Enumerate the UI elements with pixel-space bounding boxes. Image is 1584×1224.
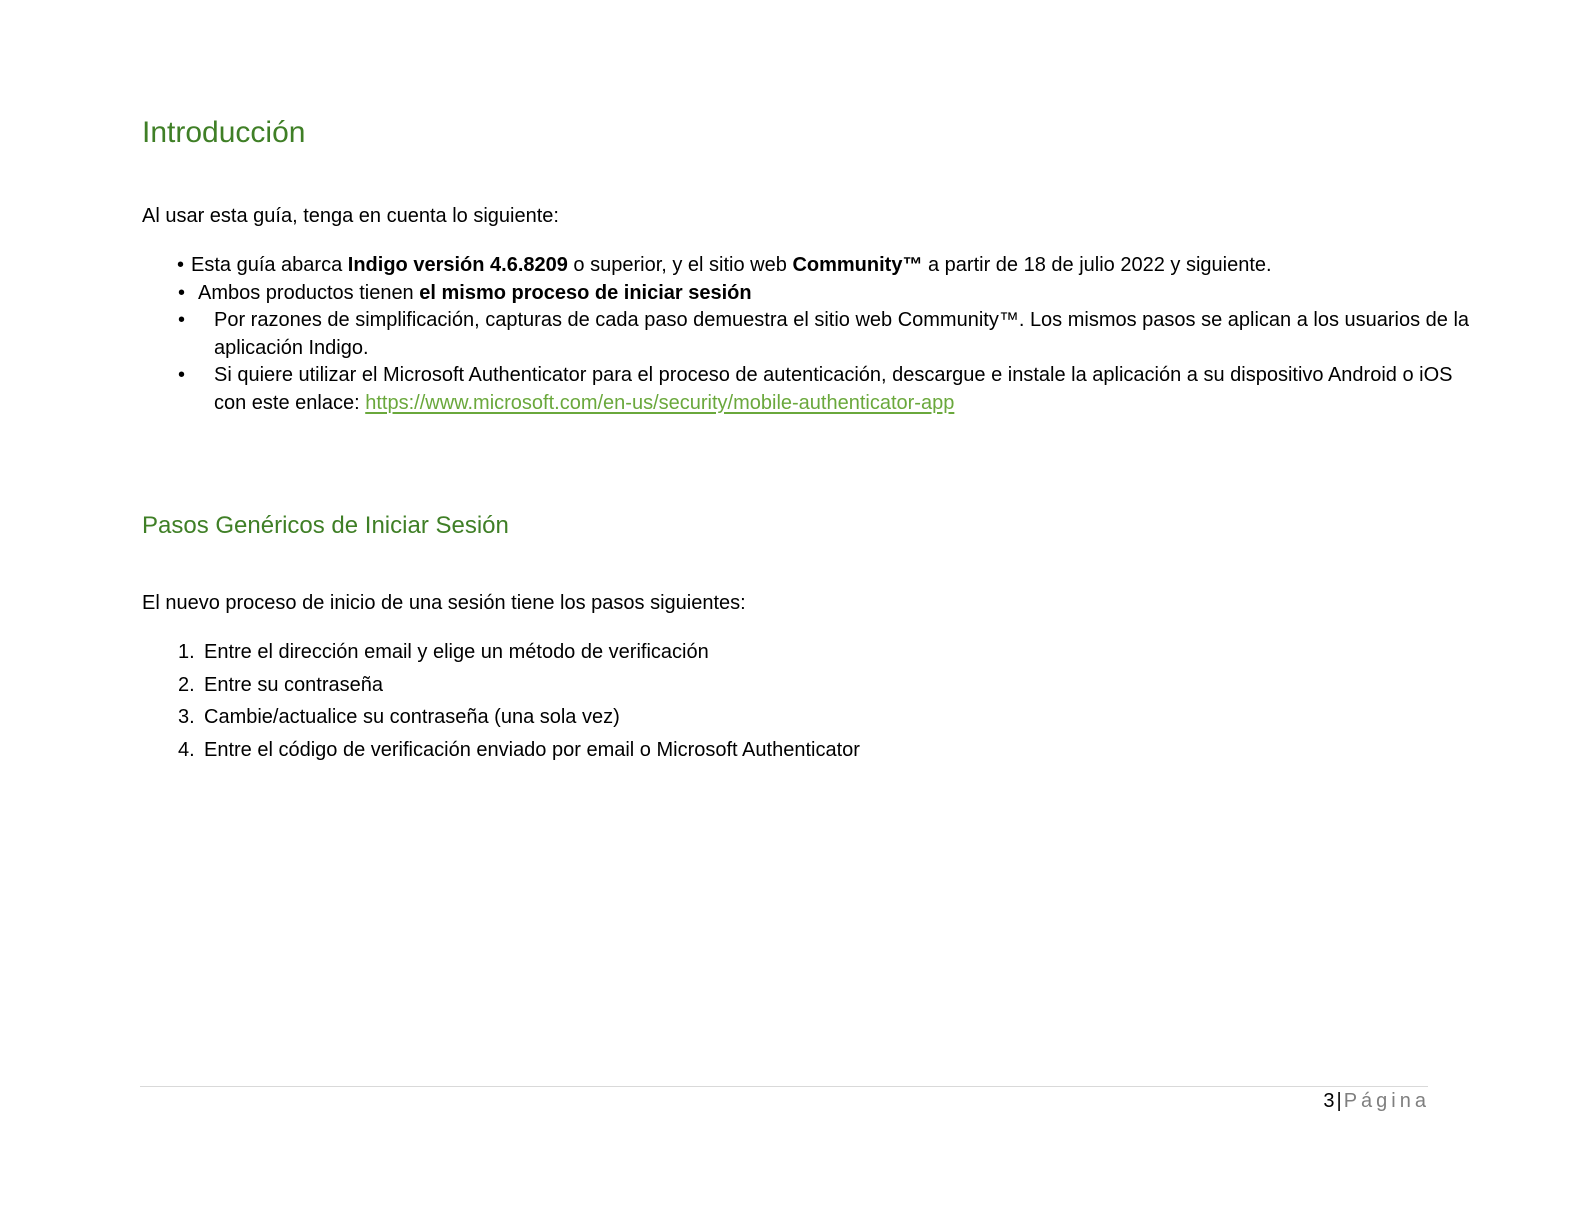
bullet-icon: • (178, 309, 186, 331)
step-item (176, 734, 860, 767)
bullet-text: Ambos productos tienen (198, 281, 420, 304)
bullet-icon: • (178, 281, 186, 304)
bullet-text: a partir de 18 de julio 2022 y siguiente. (922, 254, 1272, 276)
step-text: Entre el código de verificación enviado por email o Microsoft Authenticator (204, 738, 860, 761)
page-footer (1323, 1088, 1430, 1114)
bullet-icon: • (178, 364, 186, 386)
bullet-text: o superior, y el sitio web (567, 254, 793, 276)
footer-divider (140, 1086, 1428, 1087)
bullet-text: Por razones de simplificación, capturas de cada paso demuestra el sitio web Community™. Los mismos pasos se aplican a los usuarios de la aplicación Indigo. (214, 309, 1470, 359)
page-label: Página (1343, 1090, 1430, 1112)
bullet-icon: • (177, 254, 185, 276)
step-text: Entre su contraseña (204, 673, 383, 696)
step-number: 4. (178, 738, 195, 761)
step-item (176, 669, 860, 702)
step-number: 3. (178, 706, 195, 728)
step-item (176, 701, 860, 734)
bullet-text: Esta guía abarca (191, 254, 348, 276)
login-steps-list (176, 636, 860, 766)
notes-bullet-list (176, 252, 1476, 417)
heading-pasos-genericos: Pasos Genéricos de Iniciar Sesión (142, 512, 509, 539)
bullet-bold-text: Community™ (792, 254, 923, 276)
bullet-bold-text: Indigo versión 4.6.8209 (347, 254, 568, 276)
step-number: 2. (178, 673, 195, 696)
intro-paragraph: Al usar esta guía, tenga en cuenta lo siguiente: (142, 205, 559, 227)
heading-introduccion: Introducción (142, 116, 306, 149)
step-item (176, 636, 860, 669)
bullet-bold-text: el mismo proceso de iniciar sesión (419, 281, 752, 304)
footer-separator: | (1336, 1090, 1342, 1112)
steps-intro-paragraph: El nuevo proceso de inicio de una sesión tiene los pasos siguientes: (142, 592, 746, 614)
step-number: 1. (178, 641, 195, 663)
page-number: 3 (1323, 1090, 1335, 1112)
bullet-item-same-process (176, 280, 1476, 308)
bullet-text: Si quiere utilizar el Microsoft Authenticator para el proceso de autenticación, descargue e instale la aplicación a su dispositivo Android o iOS con este enlace: (214, 364, 1453, 414)
bullet-item-simplification (176, 307, 1476, 362)
authenticator-download-link[interactable]: https://www.microsoft.com/en-us/security/mobile-authenticator-app (365, 391, 955, 414)
step-text: Entre el dirección email y elige un método de verificación (204, 641, 709, 663)
step-text: Cambie/actualice su contraseña (una sola vez) (204, 706, 620, 728)
bullet-item-version (176, 252, 1476, 280)
bullet-item-authenticator (176, 362, 1476, 417)
